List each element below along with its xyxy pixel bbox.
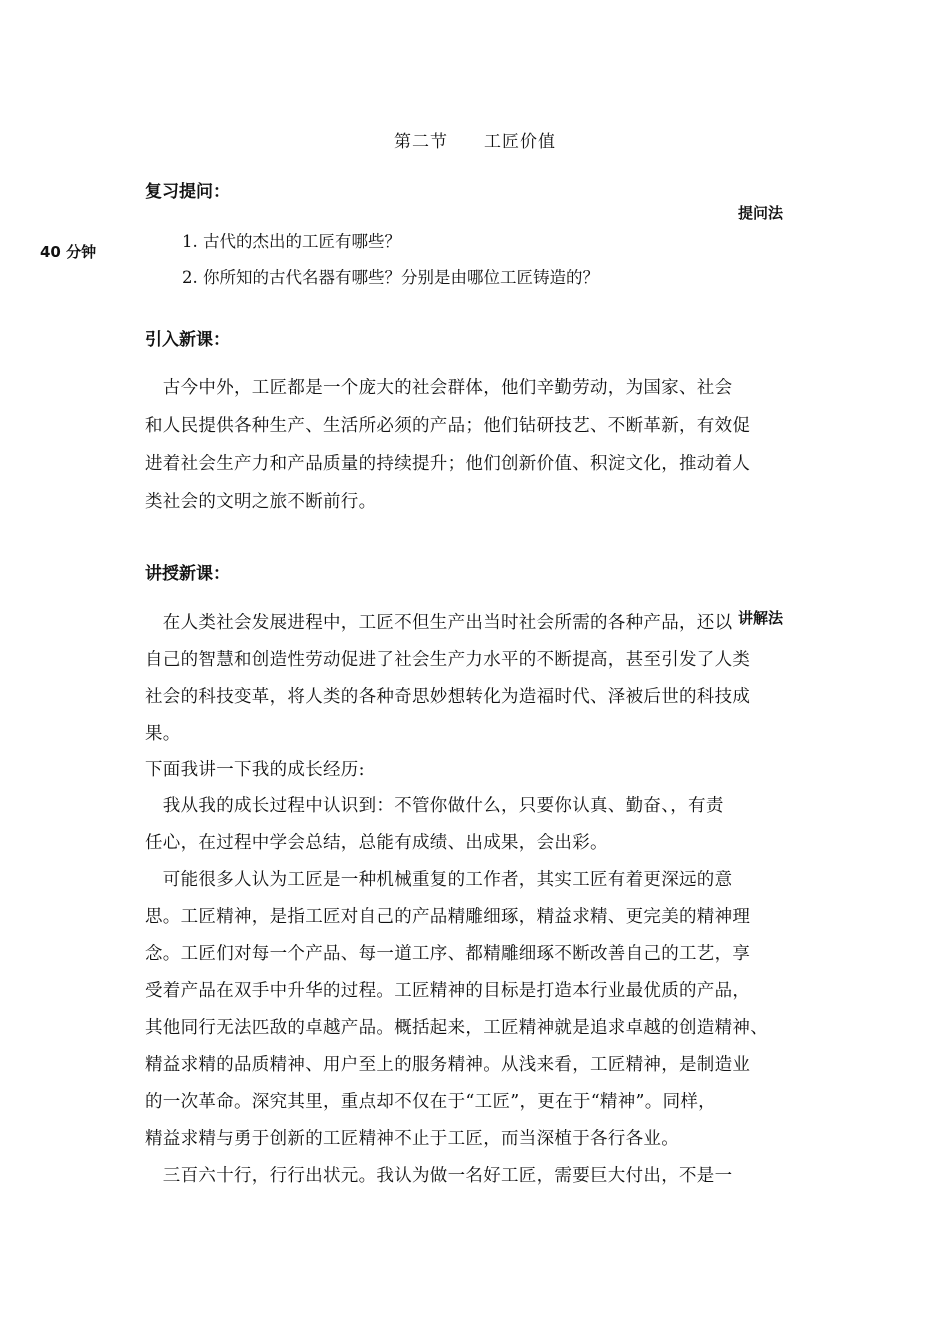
lecture-heading: 讲授新课： (145, 564, 230, 584)
review-method-note: 提问法 (738, 204, 784, 222)
lecture-paragraph-line: 我从我的成长过程中认识到：不管你做什么，只要你认真、勤奋、，有责 (145, 796, 724, 816)
lecture-paragraph-line: 精益求精的品质精神、用户至上的服务精神。从浅来看，工匠精神，是制造业 (145, 1055, 751, 1075)
review-heading: 复习提问： (145, 182, 230, 202)
lecture-paragraph-line: 在人类社会发展进程中，工匠不但生产出当时社会所需的各种产品，还以 (145, 613, 733, 633)
intro-paragraph-line: 和人民提供各种生产、生活所必须的产品；他们钻研技艺、不断革新，有效促 (145, 416, 751, 436)
lecture-paragraph-line: 的一次革命。深究其里，重点却不仅在于“工匠”，更在于“精神”。同样， (145, 1092, 716, 1112)
lecture-paragraph-line: 任心，在过程中学会总结，总能有成绩、出成果，会出彩。 (145, 833, 608, 853)
lecture-paragraph-line: 果。 (145, 724, 181, 744)
review-question: 1. 古代的杰出的工匠有哪些？ (182, 232, 401, 251)
lecture-paragraph-line: 可能很多人认为工匠是一种机械重复的工作者，其实工匠有着更深远的意 (145, 870, 733, 890)
lecture-paragraph-line: 社会的科技变革，将人类的各种奇思妙想转化为造福时代、泽被后世的科技成 (145, 687, 751, 707)
review-question: 2. 你所知的古代名器有哪些？分别是由哪位工匠铸造的？ (182, 268, 599, 287)
lecture-paragraph-line: 受着产品在双手中升华的过程。工匠精神的目标是打造本行业最优质的产品， (145, 981, 751, 1001)
lecture-paragraph-line: 精益求精与勇于创新的工匠精神不止于工匠，而当深植于各行各业。 (145, 1129, 679, 1149)
lecture-method-note: 讲解法 (738, 609, 784, 627)
lecture-paragraph-line: 下面我讲一下我的成长经历: (145, 760, 365, 780)
section-title: 第二节 工匠价值 (394, 132, 556, 152)
lecture-paragraph-line: 念。工匠们对每一个产品、每一道工序、都精雕细琢不断改善自己的工艺，享 (145, 944, 751, 964)
intro-paragraph-line: 进着社会生产力和产品质量的持续提升；他们创新价值、积淀文化，推动着人 (145, 454, 751, 474)
lecture-paragraph-line: 自己的智慧和创造性劳动促进了社会生产力水平的不断提高，甚至引发了人类 (145, 650, 751, 670)
duration-note: 40 分钟 (40, 243, 97, 261)
lecture-paragraph-line: 三百六十行，行行出状元。我认为做一名好工匠，需要巨大付出，不是一 (145, 1166, 733, 1186)
lecture-paragraph-line: 其他同行无法匹敌的卓越产品。概括起来，工匠精神就是追求卓越的创造精神、 (145, 1018, 768, 1038)
lecture-paragraph-line: 思。工匠精神，是指工匠对自己的产品精雕细琢，精益求精、更完美的精神理 (145, 907, 751, 927)
intro-paragraph-line: 古今中外，工匠都是一个庞大的社会群体，他们辛勤劳动，为国家、社会 (145, 378, 733, 398)
intro-paragraph-line: 类社会的文明之旅不断前行。 (145, 492, 377, 512)
intro-heading: 引入新课： (145, 330, 230, 350)
